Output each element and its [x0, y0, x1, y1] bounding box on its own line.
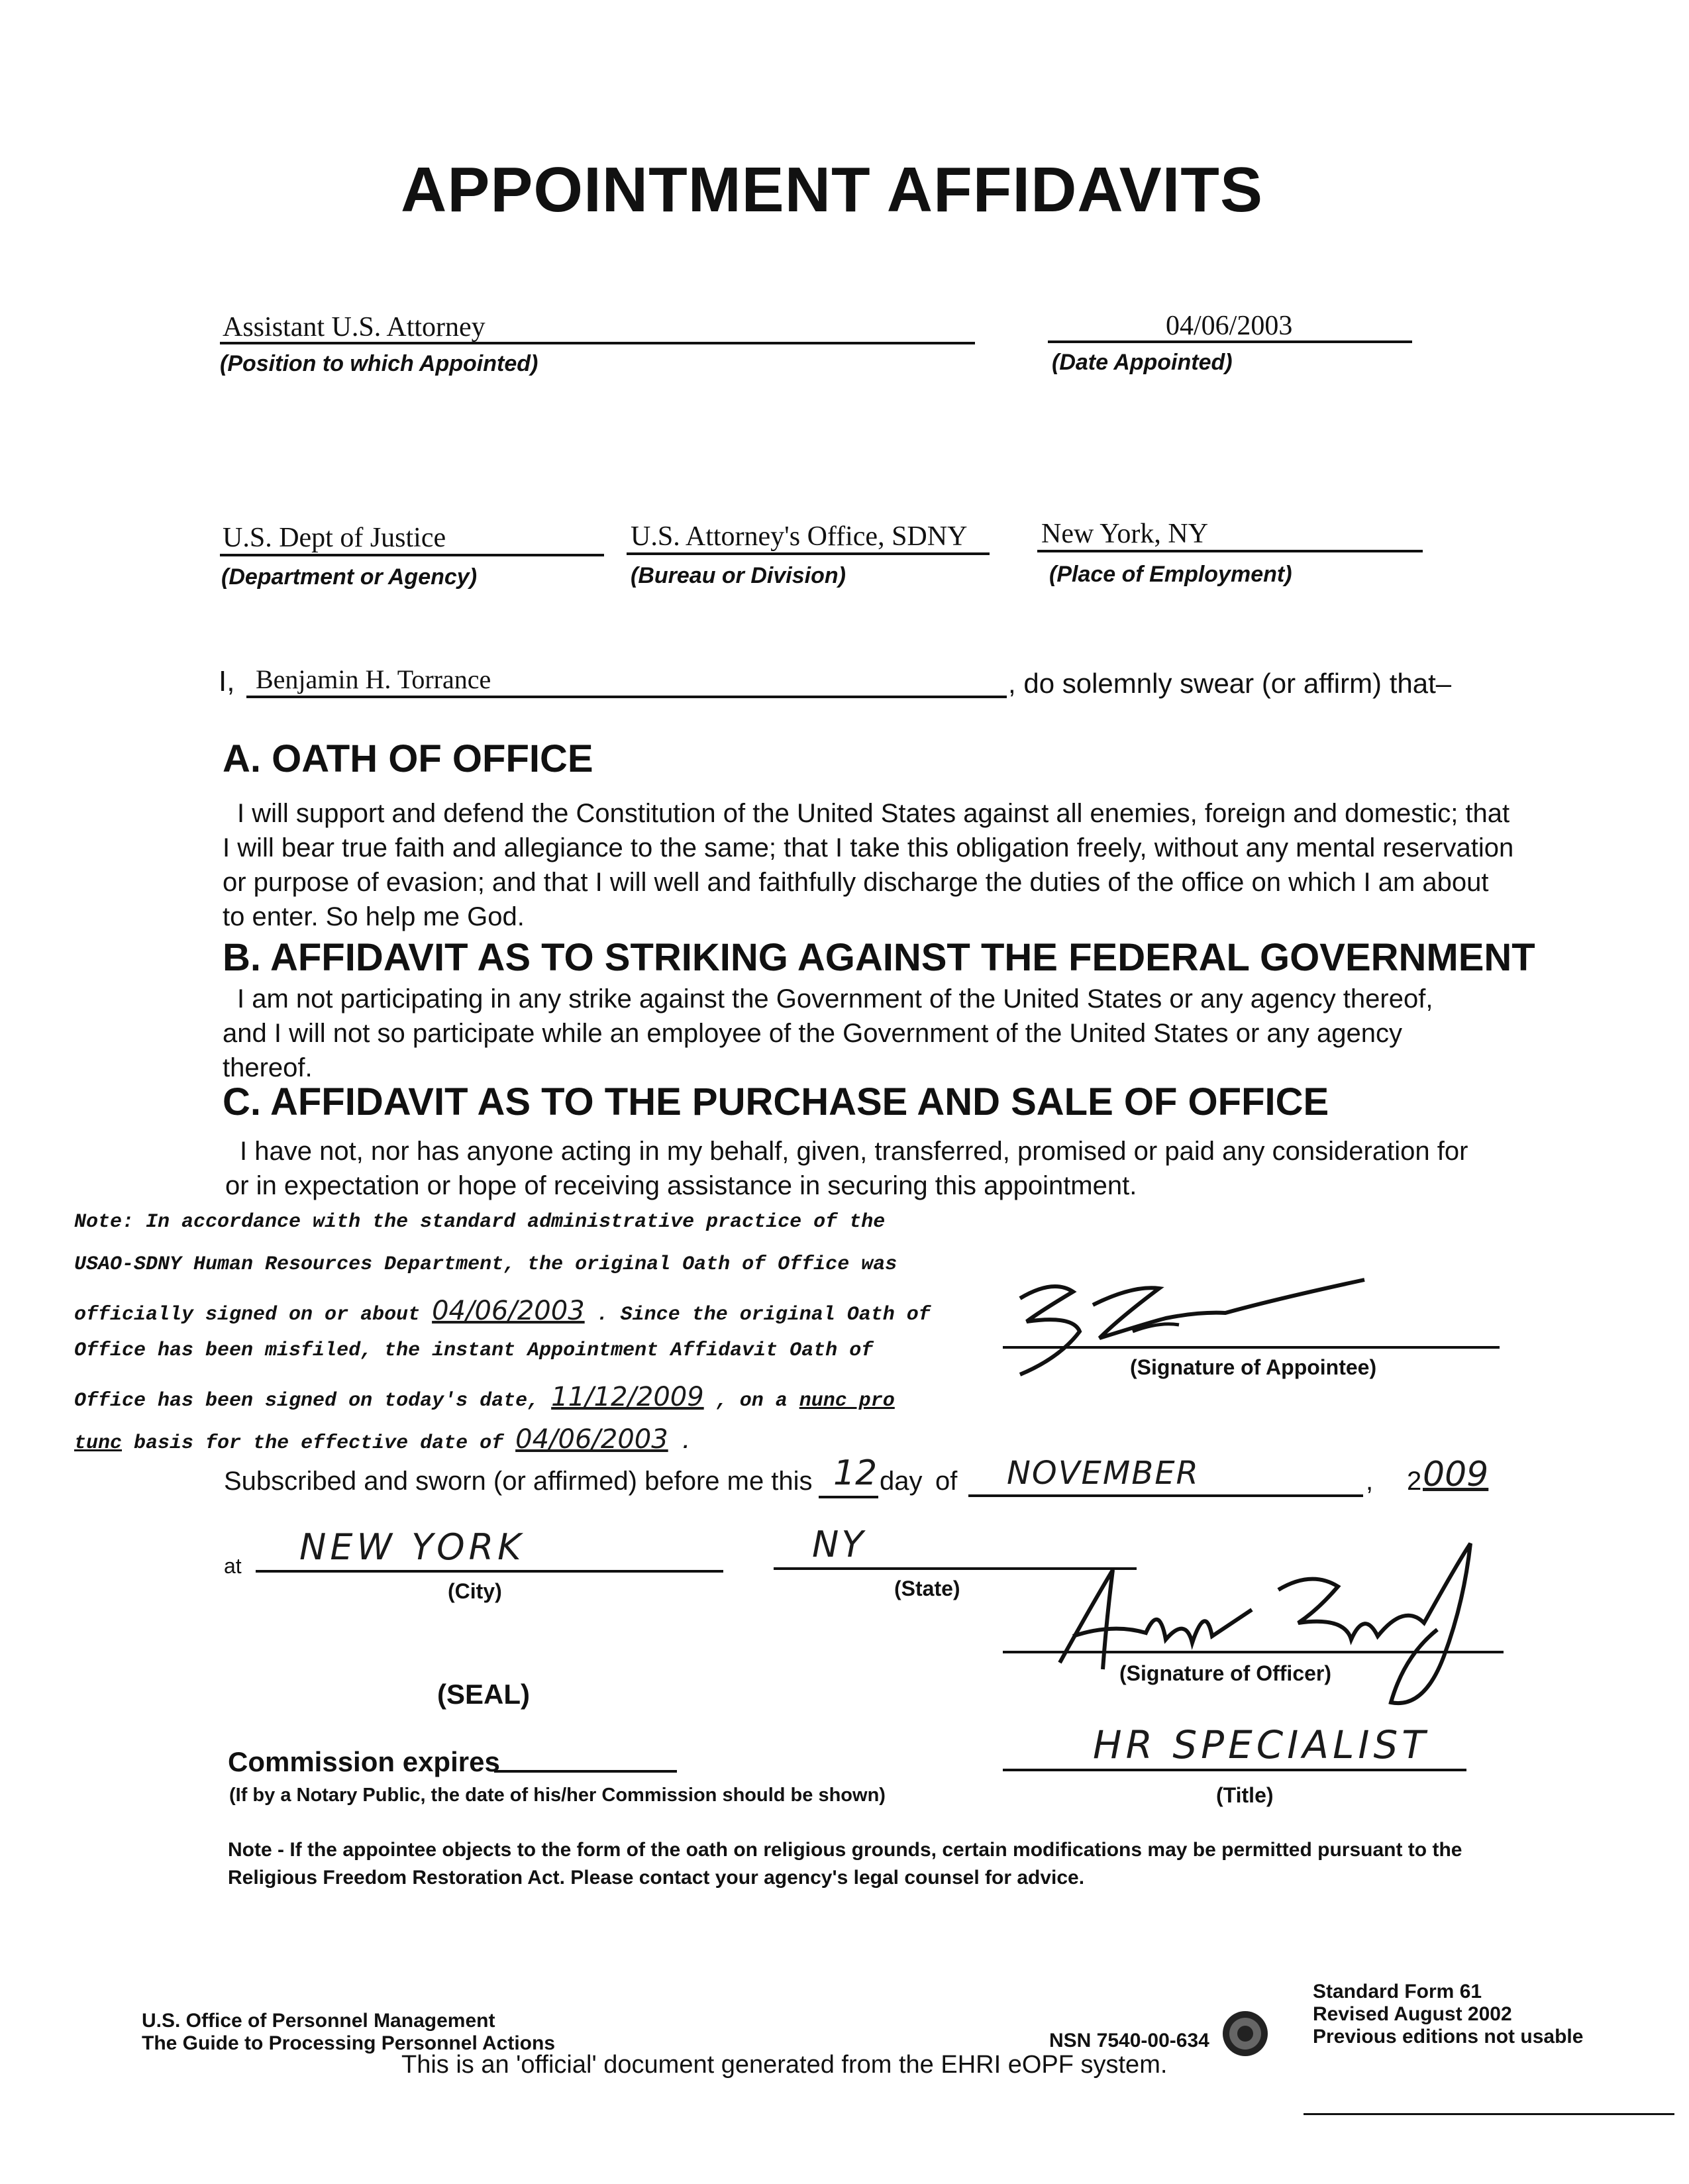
sworn-of-label: of	[935, 1467, 958, 1496]
place-rule	[1037, 550, 1423, 552]
sworn-month: NOVEMBER	[1007, 1455, 1200, 1492]
officer-signature-caption: (Signature of Officer)	[1119, 1661, 1332, 1685]
sworn-year: 009	[1423, 1455, 1489, 1494]
place-caption: (Place of Employment)	[1049, 562, 1292, 587]
officer-title-rule	[1003, 1769, 1466, 1771]
footer-official-notice: This is an 'official' document generated from the EHRI eOPF system.	[401, 2051, 1168, 2079]
nunc-pro-text: nunc pro	[799, 1390, 895, 1412]
section-a-body: I will support and defend the Constitution of the United States against all enemies, foreign and domestic; that I will bear true faith and allegiance to the same; that I take this obligation freely, without any mental reservation or purpose of evasion; and that I will well and faithfully discharge the duties of the office on which I am about to enter. So help me God.	[223, 799, 1514, 931]
position-rule	[220, 342, 975, 344]
note-line-5-mid: , on a	[715, 1390, 788, 1412]
at-label: at	[224, 1554, 242, 1578]
sworn-prefix: Subscribed and sworn (or affirmed) before me this	[224, 1467, 813, 1496]
note-line-5	[74, 1382, 895, 1412]
appointee-signature-rule	[1003, 1346, 1500, 1349]
date-appointed-rule	[1048, 340, 1412, 343]
tunc-text: tunc	[74, 1432, 123, 1455]
place-value: New York, NY	[1041, 519, 1209, 549]
note-line-1: Note: In accordance with the standard administrative practice of the	[74, 1211, 886, 1233]
commission-note: (If by a Notary Public, the date of his/her Commission should be shown)	[229, 1785, 886, 1806]
bureau-rule	[627, 552, 990, 555]
note-line-6-tail: .	[680, 1432, 692, 1455]
footer-guide: The Guide to Processing Personnel Actions	[142, 2032, 556, 2054]
note-line-3-tail: . Since the original Oath of	[596, 1304, 931, 1326]
oath-prefix: I,	[219, 665, 235, 698]
commission-rule	[494, 1770, 677, 1773]
appointee-name-rule	[246, 696, 1007, 698]
appointee-signature-caption: (Signature of Appointee)	[1130, 1355, 1377, 1379]
footer-bottom-rule	[1304, 2113, 1674, 2115]
state-value: NY	[812, 1524, 866, 1565]
department-rule	[220, 554, 604, 556]
bureau-caption: (Bureau or Division)	[631, 563, 846, 588]
religious-note: Note - If the appointee objects to the form of the oath on religious grounds, certain modifications may be permitted pursuant to the Religious Freedom Restoration Act. Please contact your agency's legal counsel for advice.	[228, 1839, 1462, 1889]
footer-sf: Standard Form 61	[1313, 1981, 1482, 2002]
date-appointed-caption: (Date Appointed)	[1052, 350, 1233, 375]
date-appointed-value: 04/06/2003	[1166, 311, 1293, 341]
department-value: U.S. Dept of Justice	[223, 523, 446, 553]
footer-revised: Revised August 2002	[1313, 2003, 1512, 2025]
opm-seal-icon	[1220, 2008, 1270, 2059]
sworn-year-prefix: 2	[1407, 1467, 1422, 1496]
footer-previous: Previous editions not usable	[1313, 2026, 1584, 2048]
original-oath-date: 04/06/2003	[432, 1296, 585, 1326]
seal-label: (SEAL)	[437, 1679, 530, 1710]
position-caption: (Position to which Appointed)	[220, 351, 538, 376]
sworn-day-label: day	[880, 1467, 923, 1496]
signed-today-date: 11/12/2009	[551, 1382, 704, 1412]
appointee-name: Benjamin H. Torrance	[256, 664, 491, 694]
note-line-3-text: officially signed on or about	[74, 1304, 421, 1326]
officer-signature-rule	[1003, 1651, 1504, 1653]
note-line-6-text: basis for the effective date of	[134, 1432, 504, 1455]
city-caption: (City)	[448, 1579, 502, 1603]
section-c-heading: C. AFFIDAVIT AS TO THE PURCHASE AND SALE OF OFFICE	[223, 1080, 1329, 1123]
note-line-4: Office has been misfiled, the instant Appointment Affidavit Oath of	[74, 1339, 874, 1362]
section-a-heading: A. OATH OF OFFICE	[223, 737, 593, 780]
page-title: APPOINTMENT AFFIDAVITS	[401, 154, 1263, 225]
oath-suffix: , do solemnly swear (or affirm) that–	[1008, 668, 1452, 699]
footer-opm: U.S. Office of Personnel Management	[142, 2010, 495, 2032]
position-value: Assistant U.S. Attorney	[223, 312, 486, 342]
section-c-body: I have not, nor has anyone acting in my behalf, given, transferred, promised or paid any consideration for or in expectation or hope of receiving assistance in securing this appointment.	[225, 1137, 1468, 1200]
note-line-3	[74, 1296, 931, 1326]
note-line-6	[74, 1424, 692, 1455]
note-line-5-text: Office has been signed on today's date,	[74, 1390, 540, 1412]
city-value: NEW YORK	[299, 1526, 525, 1568]
sworn-day-rule	[819, 1496, 878, 1498]
department-caption: (Department or Agency)	[221, 564, 478, 590]
officer-title-caption: (Title)	[1216, 1783, 1274, 1807]
note-line-2: USAO-SDNY Human Resources Department, the original Oath of Office was	[74, 1253, 897, 1276]
state-caption: (State)	[894, 1577, 960, 1600]
commission-label: Commission expires	[228, 1746, 500, 1777]
city-rule	[256, 1570, 723, 1573]
section-b-heading: B. AFFIDAVIT AS TO STRIKING AGAINST THE FEDERAL GOVERNMENT	[223, 936, 1535, 979]
effective-date: 04/06/2003	[515, 1424, 668, 1455]
sworn-month-rule	[968, 1494, 1363, 1497]
officer-title-value: HR SPECIALIST	[1093, 1722, 1429, 1767]
sworn-comma: ,	[1366, 1467, 1374, 1496]
officer-signature	[1033, 1524, 1517, 1722]
footer-nsn: NSN 7540-00-634	[1049, 2030, 1209, 2052]
section-b-body: I am not participating in any strike against the Government of the United States or any agency thereof, and I will not so participate while an employee of the Government of the United States or any agency thereof.	[223, 984, 1433, 1082]
bureau-value: U.S. Attorney's Office, SDNY	[631, 521, 968, 552]
sworn-day: 12	[833, 1453, 878, 1493]
